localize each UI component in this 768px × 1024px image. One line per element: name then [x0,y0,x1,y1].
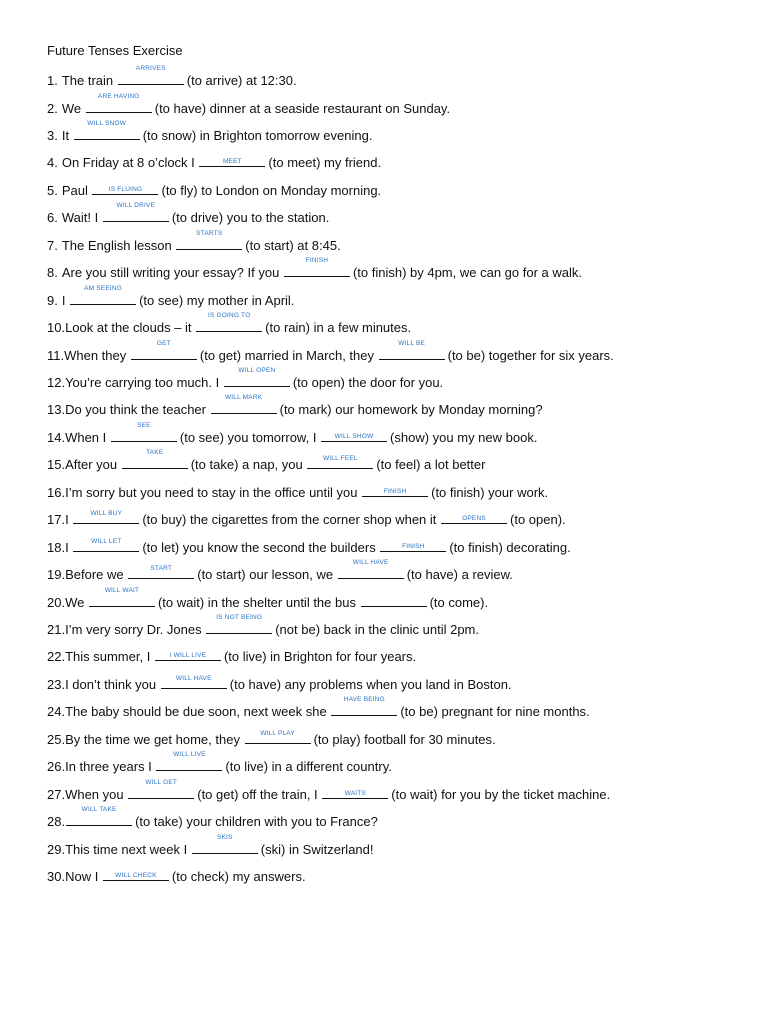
handwritten-answer: WILL LET [91,537,122,545]
answer-blank[interactable] [128,565,194,579]
handwritten-answer: WILL TAKE [81,806,117,814]
sentence-text: (to buy) the cigarettes from the corner shop when it [142,512,441,528]
item-number: 28. [47,814,66,830]
handwritten-answer: WILL BE [398,339,426,347]
item-number: 3. [47,127,58,143]
handwritten-answer: GET [156,339,171,347]
handwritten-answer: TAKE [146,449,164,457]
handwritten-answer: OPENS [462,515,486,523]
sentence-text: Paul [61,182,92,198]
exercise-item [47,559,513,583]
sentence-text: (to drive) you to the station. [171,210,330,226]
handwritten-answer: WILL SHOW [334,432,374,440]
sentence-text: (to check) my answers. [171,869,306,884]
sentence-text: (to mark) our homework by Monday morning? [279,402,543,418]
exercise-item [47,65,297,89]
exercise-item [47,119,373,144]
sentence-text: Before we [65,567,128,583]
sentence-text: (to have) dinner at a seaside restaurant on Sunday. [154,100,451,116]
sentence-text: This time next week I [65,841,191,857]
answer-blank[interactable] [74,119,140,140]
sentence-text: (to live) in Brighton for four years. [223,649,417,665]
sentence-text: (to finish) your work. [431,484,549,500]
item-number: 18. [47,539,66,555]
exercise-item [47,366,444,391]
handwritten-answer: I WILL LIVE [169,652,207,660]
answer-blank[interactable] [321,428,387,442]
sentence-text: (to finish) decorating. [449,539,571,555]
handwritten-answer: WILL DRIVE [116,202,156,210]
sentence-text: It [61,127,73,143]
sentence-text: (to start) at 8:45. [245,237,341,253]
exercise-item [47,483,548,501]
sentence-text: Look at the clouds – it [65,320,196,335]
answer-blank[interactable] [176,229,242,250]
answer-blank[interactable] [322,785,388,799]
exercise-item [47,647,416,665]
sentence-text: Are you still writing your essay? If you [61,265,283,281]
sentence-text: (to arrive) at 12:30. [186,73,297,88]
sentence-text: Now I [65,869,102,884]
handwritten-answer: IS NOT BEING [216,614,263,621]
sentence-text: (to open) the door for you. [292,374,444,390]
sentence-text: (to meet) my friend. [268,155,382,171]
sentence-text: (to open). [510,512,566,528]
sentence-text: (to come). [429,594,489,610]
handwritten-answer: SKIS [216,833,233,841]
sentence-text: (to wait) in the shelter until the bus [157,594,360,610]
sentence-text: You’re carrying too much. I [65,374,223,390]
exercise-item [47,312,412,336]
exercise-item [47,181,381,199]
answer-blank[interactable] [128,778,194,799]
item-number: 15. [47,457,66,473]
handwritten-answer: ARRIVES [135,65,166,72]
sentence-text: Wait! I [61,210,102,226]
answer-blank[interactable] [379,339,445,360]
sentence-text: (to play) football for 30 minutes. [313,731,496,747]
sentence-text: When they [64,347,130,363]
answer-blank[interactable] [211,394,277,414]
answer-blank[interactable] [156,751,222,771]
answer-blank[interactable] [361,593,427,607]
handwritten-answer: FINISH [402,542,425,550]
sentence-text: (not be) back in the clinic until 2pm. [275,622,479,637]
handwritten-answer: WILL HAVE [175,674,212,682]
answer-blank[interactable] [245,730,311,744]
exercise-item [47,538,571,556]
handwritten-answer: WILL PLAY [260,729,295,737]
exercise-item [47,867,306,885]
answer-blank[interactable] [224,366,290,387]
sentence-text: (to have) any problems when you land in Boston. [229,676,512,692]
handwritten-answer: FINISH [383,487,407,495]
sentence-text: When you [65,786,128,802]
exercise-item [47,449,486,473]
answer-blank[interactable] [92,181,158,195]
page-title: Future Tenses Exercise [47,43,183,58]
item-number: 13. [47,402,66,418]
sentence-text: This summer, I [65,649,154,665]
exercise-item [47,153,381,171]
answer-blank[interactable] [196,312,262,332]
sentence-text: I [65,539,73,555]
answer-blank[interactable] [331,696,397,716]
item-number: 26. [47,759,66,775]
sentence-text: (to live) in a different country. [225,759,392,775]
sentence-text: (to get) married in March, they [199,347,378,363]
sentence-text: (to snow) in Brighton tomorrow evening. [142,127,373,143]
item-number: 11. [47,347,65,363]
answer-blank[interactable] [284,257,350,277]
handwritten-answer: WILL MARK [224,394,263,402]
exercise-item [47,730,496,748]
answer-blank[interactable] [73,510,139,524]
exercise-item [47,614,479,638]
handwritten-answer: HAVE BEING [343,696,385,704]
item-number: 23. [47,676,66,692]
exercise-item [47,696,590,720]
item-number: 5. [47,182,58,198]
exercise-item [47,806,378,830]
sentence-text: By the time we get home, they [65,731,244,747]
sentence-text: (to be) pregnant for nine months. [400,704,590,720]
item-number: 19. [47,567,66,583]
handwritten-answer: WILL HAVE [352,559,389,567]
item-number: 17. [47,512,66,528]
sentence-text: I’m very sorry Dr. Jones [65,622,206,637]
answer-blank[interactable] [192,833,258,854]
answer-blank[interactable] [103,867,169,881]
item-number: 14. [47,429,66,445]
sentence-text: Do you think the teacher [65,402,210,418]
handwritten-answer: SEE [137,421,151,429]
answer-blank[interactable] [441,510,507,524]
sentence-text: (to have) a review. [406,567,513,583]
exercise-item [47,202,330,226]
item-number: 8. [47,265,58,281]
exercise-item [47,751,392,775]
sentence-text: When I [65,429,110,445]
sentence-text: (to finish) by 4pm, we can go for a walk. [352,265,582,281]
sentence-text: I [65,512,73,528]
answer-blank[interactable] [66,806,132,826]
answer-blank[interactable] [70,284,136,305]
answer-blank[interactable] [161,675,227,689]
sentence-text: (show) you my new book. [390,429,538,445]
exercise-item [47,675,512,693]
sentence-text: (to be) together for six years. [447,347,614,363]
handwritten-answer: FINISH [305,257,329,265]
handwritten-answer: WAITS [344,789,366,797]
answer-blank[interactable] [118,65,184,85]
item-number: 21. [47,622,66,637]
handwritten-answer: ARE HAVING [97,92,140,100]
sentence-text: On Friday at 8 o’clock I [61,155,199,171]
sentence-text: (to fly) to London on Monday morning. [161,182,382,198]
exercise-item [47,778,611,803]
item-number: 10. [47,320,66,335]
handwritten-answer: IS FLUING [108,185,143,193]
handwritten-answer: START [150,565,173,573]
sentence-text: I don’t think you [65,676,160,692]
exercise-item [47,284,295,309]
answer-blank[interactable] [338,559,404,579]
answer-blank[interactable] [199,153,265,167]
handwritten-answer: WILL OPEN [238,366,276,374]
answer-blank[interactable] [73,538,139,552]
exercise-item [47,833,374,858]
item-number: 25. [47,731,66,747]
sentence-text: The baby should be due soon, next week she [65,704,331,720]
sentence-text: I [61,292,70,308]
answer-blank[interactable] [111,421,177,442]
sentence-text: We [61,100,85,116]
sentence-text: (to let) you know the second the builders [142,539,380,555]
sentence-text: (ski) in Switzerland! [260,841,374,857]
item-number: 1. [47,73,58,88]
sentence-text: I’m sorry but you need to stay in the office until you [65,484,362,500]
handwritten-answer: WILL BUY [90,510,123,518]
answer-blank[interactable] [362,483,428,497]
item-number: 2. [47,100,58,116]
sentence-text: (to get) off the train, I [197,786,322,802]
item-number: 29. [47,841,66,857]
handwritten-answer: AM SEEING [84,284,123,292]
sentence-text: (to start) our lesson, we [197,567,337,583]
answer-blank[interactable] [380,538,446,552]
sentence-text: (to wait) for you by the ticket machine. [391,786,611,802]
item-number: 22. [47,649,66,665]
sentence-text: We [65,594,88,610]
item-number: 20. [47,594,66,610]
exercise-item [47,257,582,281]
exercise-item [47,339,614,364]
sentence-text: (to see) you tomorrow, I [179,429,321,445]
sentence-text: In three years I [65,759,156,775]
sentence-text: The English lesson [61,237,176,253]
handwritten-answer: WILL LIVE [173,751,206,759]
sentence-text: (to see) my mother in April. [139,292,295,308]
item-number: 30. [47,869,66,884]
answer-blank[interactable] [103,202,169,222]
handwritten-answer: WILL SNOW [87,119,127,127]
sentence-text: After you [65,457,121,473]
exercise-item [47,421,538,446]
answer-blank[interactable] [307,455,373,469]
item-number: 7. [47,237,58,253]
item-number: 27. [47,786,66,802]
item-number: 6. [47,210,58,226]
handwritten-answer: WILL WAIT [104,586,140,594]
sentence-text: (to feel) a lot better [376,457,486,473]
exercise-item [47,229,341,254]
handwritten-answer: WILL FEEL [322,455,358,463]
handwritten-answer: WILL GET [145,778,178,786]
answer-blank[interactable] [86,92,152,113]
handwritten-answer: WILL CHECK [115,872,157,879]
handwritten-answer: IS GOING TO [207,312,251,319]
sentence-text: (to take) your children with you to France? [135,814,378,830]
sentence-text: (to rain) in a few minutes. [265,320,412,335]
exercise-item [47,586,489,611]
sentence-text: The train [61,73,117,88]
exercise-item [47,394,543,418]
answer-blank[interactable] [206,614,272,634]
sentence-text: (to take) a nap, you [190,457,307,473]
answer-blank[interactable] [131,339,197,360]
item-number: 24. [47,704,66,720]
handwritten-answer: STARTS [196,229,223,237]
answer-blank[interactable] [155,647,221,661]
handwritten-answer: MEET [222,158,242,166]
exercise-item [47,510,566,528]
item-number: 4. [47,155,58,171]
exercise-item [47,92,451,117]
item-number: 12. [47,374,66,390]
item-number: 16. [47,484,66,500]
answer-blank[interactable] [89,586,155,607]
answer-blank[interactable] [122,449,188,469]
item-number: 9. [47,292,58,308]
